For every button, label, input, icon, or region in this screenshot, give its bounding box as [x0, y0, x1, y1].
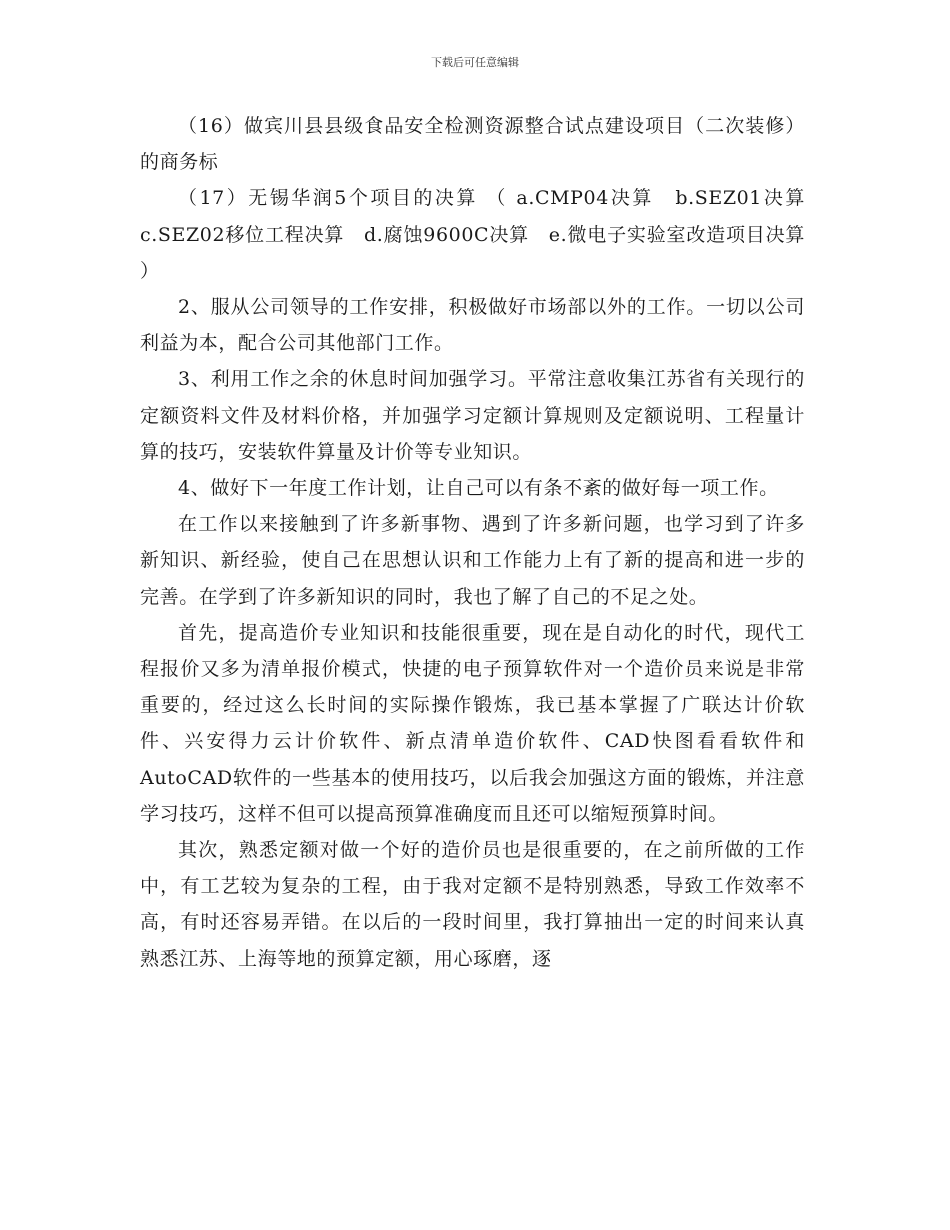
paragraph-point-4: 4、做好下一年度工作计划，让自己可以有条不紊的做好每一项工作。 — [178, 477, 779, 500]
paragraph-point-3: 3、利用工作之余的休息时间加强学习。平常注意收集江苏省有关现行的定额资料文件及材料价格，并加强学习定额计算规则及定额说明、工程量计算的技巧，安装软件算量及计价等专业知识。 — [140, 368, 805, 463]
paragraph-second: 其次，熟悉定额对做一个好的造价员也是很重要的，在之前所做的工作中，有工艺较为复杂的工程，由于我对定额不是特别熟悉，导致工作效率不高，有时还容易弄错。在以后的一段时间里，我打算抽出一定的时间来认真熟悉江苏、上海等地的预算定额，用心琢磨，逐 — [140, 839, 805, 970]
paragraph-summary: 在工作以来接触到了许多新事物、遇到了许多新问题，也学习到了许多新知识、新经验，使自己在思想认识和工作能力上有了新的提高和进一步的完善。在学到了许多新知识的同时，我也了解了自己的不足之处。 — [140, 513, 805, 608]
header-note: 下载后可任意编辑 — [431, 56, 519, 69]
document-body — [140, 108, 825, 977]
paragraph-point-2: 2、服从公司领导的工作安排，积极做好市场部以外的工作。一切以公司利益为本，配合公司其他部门工作。 — [140, 296, 805, 355]
paragraph-first: 首先，提高造价专业知识和技能很重要，现在是自动化的时代，现代工程报价又多为清单报价模式，快捷的电子预算软件对一个造价员来说是非常重要的，经过这么长时间的实际操作锻炼，我已基本掌握了广联达计价软件、兴安得力云计价软件、新点清单造价软件、CAD快图看看软件和AutoCAD软件的一些基本的使用技巧，以后我会加强这方面的锻炼，并注意学习技巧，这样不但可以提高预算准确度而且还可以缩短预算时间。 — [140, 621, 805, 825]
paragraph-item-17: （17）无锡华润5个项目的决算 （ a.CMP04决算 b.SEZ01决算 c.SEZ02移位工程决算 d.腐蚀9600C决算 e.微电子实验室改造项目决算 ） — [140, 187, 825, 282]
paragraph-item-16: （16）做宾川县县级食品安全检测资源整合试点建设项目（二次装修）的商务标 — [140, 115, 805, 174]
